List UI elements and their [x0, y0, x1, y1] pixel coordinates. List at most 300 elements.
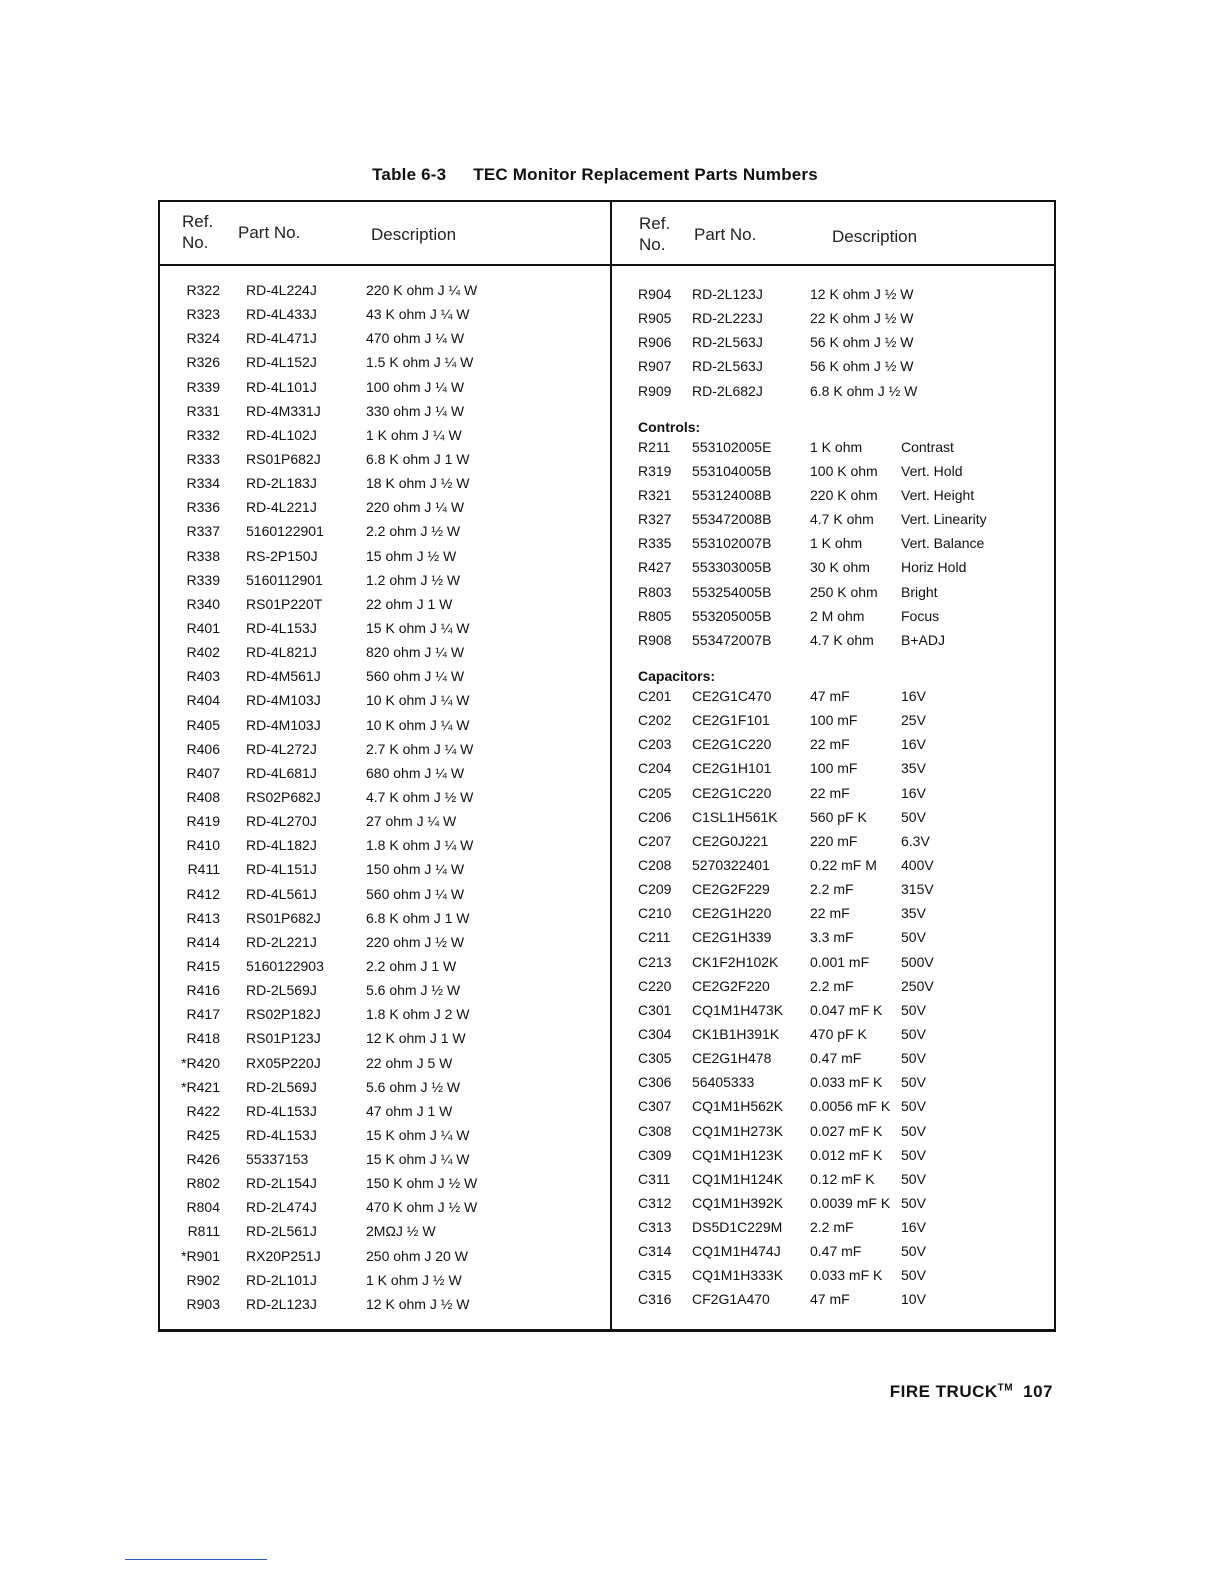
cell-ref: R323	[186, 306, 220, 323]
cell-ref: R902	[186, 1271, 220, 1288]
cell-ref: R804	[186, 1199, 220, 1216]
table-row	[172, 544, 602, 568]
table-row	[638, 1143, 1048, 1167]
cell-desc: 0.22 mF M	[810, 856, 877, 873]
table-row	[172, 857, 602, 881]
table-row	[638, 708, 1048, 732]
cell-part: RD-2L101J	[246, 1271, 317, 1288]
cell-part: RD-4L224J	[246, 282, 317, 298]
table-number: Table 6-3	[372, 165, 447, 184]
table-row	[172, 616, 602, 640]
cell-extra: 35V	[901, 760, 926, 777]
cell-part: 5160122903	[246, 957, 324, 974]
table-row	[638, 379, 1048, 403]
cell-desc: 150 K ohm J ½ W	[366, 1175, 478, 1192]
cell-part: C1SL1H561K	[692, 808, 778, 825]
cell-part: RD-4L272J	[246, 740, 317, 757]
cell-desc: 560 ohm J ¼ W	[366, 885, 465, 902]
cell-ref: R907	[638, 358, 672, 375]
cell-part: RD-2L221J	[246, 933, 317, 950]
cell-desc: 330 ohm J ¼ W	[366, 402, 465, 419]
cell-part: RD-4M103J	[246, 716, 321, 733]
table-row	[638, 974, 1048, 998]
table-row	[638, 306, 1048, 330]
cell-desc: 56 K ohm J ½ W	[810, 358, 914, 375]
header-divider	[160, 264, 1054, 266]
cell-desc: 1 K ohm J ½ W	[366, 1271, 462, 1288]
table-row	[638, 1094, 1048, 1118]
cell-ref: C208	[638, 856, 672, 873]
cell-part: 5160122901	[246, 523, 324, 540]
cell-ref: C308	[638, 1122, 672, 1139]
cell-part: RD-2L123J	[246, 1295, 317, 1312]
trademark-mark: TM	[997, 1382, 1014, 1394]
cell-ref: R427	[638, 559, 672, 576]
table-row	[172, 688, 602, 712]
cell-desc: 0.12 mF K	[810, 1170, 875, 1187]
table-row	[638, 1239, 1048, 1263]
cell-ref: R413	[186, 909, 220, 926]
column-divider	[610, 202, 612, 1329]
cell-part: RD-2L563J	[692, 358, 763, 375]
cell-extra: Horiz Hold	[901, 559, 967, 576]
table-row	[172, 809, 602, 833]
cell-extra: 50V	[901, 1194, 926, 1211]
cell-desc: 1.2 ohm J ½ W	[366, 571, 461, 588]
table-row	[172, 1123, 602, 1147]
cell-part: RD-2L123J	[692, 286, 763, 302]
cell-desc: 0.033 mF K	[810, 1074, 883, 1091]
cell-extra: 16V	[901, 687, 926, 704]
table-row	[638, 531, 1048, 555]
cell-part: RD-4M331J	[246, 402, 321, 419]
table-row	[638, 925, 1048, 949]
cell-extra: 35V	[901, 905, 926, 922]
cell-ref: C206	[638, 808, 672, 825]
cell-desc: 22 ohm J 1 W	[366, 595, 453, 612]
cell-desc: 220 mF	[810, 832, 858, 849]
cell-part: 553303005B	[692, 559, 772, 576]
cell-extra: Vert. Balance	[901, 535, 985, 552]
cell-part: CE2G0J221	[692, 832, 769, 849]
cell-ref: R403	[186, 668, 220, 685]
right-header-description: Description	[832, 227, 918, 246]
cell-extra: 50V	[901, 1001, 926, 1018]
cell-desc: 560 ohm J ¼ W	[366, 668, 465, 685]
cell-desc: 820 ohm J ¼ W	[366, 644, 465, 661]
cell-desc: 43 K ohm J ¼ W	[366, 306, 470, 323]
cell-part: RD-2L569J	[246, 982, 317, 999]
cell-desc: 2.2 ohm J ½ W	[366, 523, 461, 540]
cell-part: RD-4M103J	[246, 692, 321, 709]
cell-part: RD-4L681J	[246, 764, 317, 781]
footnote-rule	[125, 1559, 267, 1560]
cell-desc: 22 mF	[810, 905, 850, 922]
cell-desc: 15 K ohm J ¼ W	[366, 1126, 470, 1143]
cell-desc: 2.2 mF	[810, 881, 854, 898]
table-row	[172, 1171, 602, 1195]
cell-ref: R319	[638, 462, 672, 479]
table-row	[638, 1167, 1048, 1191]
cell-part: 553102005E	[692, 438, 772, 455]
cell-extra: 6.3V	[901, 832, 930, 849]
cell-part: 56405333	[692, 1074, 755, 1091]
table-row	[638, 1070, 1048, 1094]
table-row	[172, 1051, 602, 1075]
cell-desc: 15 K ohm J ¼ W	[366, 1151, 470, 1168]
cell-ref: R321	[638, 486, 672, 503]
cell-part: CQ1M1H474J	[692, 1243, 781, 1260]
cell-part: RD-4L433J	[246, 306, 317, 323]
cell-desc: 250 K ohm	[810, 583, 878, 600]
right-column	[638, 282, 1048, 1312]
cell-ref: R904	[638, 286, 672, 302]
cell-extra: Vert. Hold	[901, 462, 963, 479]
cell-desc: 12 K ohm J ½ W	[810, 286, 914, 302]
left-header-description: Description	[371, 225, 457, 244]
cell-part: RD-4L151J	[246, 861, 317, 878]
cell-desc: 47 mF	[810, 1291, 850, 1308]
cell-part: RD-4L153J	[246, 619, 317, 636]
cell-ref: R425	[186, 1126, 220, 1143]
left-header-ref	[182, 211, 213, 253]
cell-part: CQ1M1H562K	[692, 1098, 784, 1115]
cell-desc: 12 K ohm J 1 W	[366, 1030, 466, 1047]
cell-part: RS-2P150J	[246, 547, 318, 564]
cell-ref: R908	[638, 631, 672, 648]
parts-table	[158, 200, 1056, 1332]
table-row	[638, 901, 1048, 925]
cell-ref: R805	[638, 607, 672, 624]
cell-ref: C211	[638, 929, 671, 946]
table-row	[172, 640, 602, 664]
left-header-part: Part No.	[238, 223, 301, 242]
cell-part: 553254005B	[692, 583, 772, 600]
cell-extra: Vert. Linearity	[901, 511, 987, 528]
cell-ref: R909	[638, 382, 672, 399]
cell-part: RS01P220T	[246, 595, 323, 612]
cell-ref: C301	[638, 1001, 672, 1018]
cell-ref: C307	[638, 1098, 672, 1115]
cell-ref: R406	[186, 740, 220, 757]
cell-ref: R336	[186, 499, 220, 516]
cell-desc: 560 pF K	[810, 808, 867, 825]
cell-desc: 0.012 mF K	[810, 1146, 883, 1163]
controls-heading: Controls:	[638, 418, 701, 435]
table-row	[638, 998, 1048, 1022]
cell-part: RD-2L223J	[692, 310, 763, 327]
cell-desc: 15 ohm J ½ W	[366, 547, 457, 564]
cell-part: CE2G2F229	[692, 881, 770, 898]
cell-ref: R426	[186, 1151, 220, 1168]
cell-ref: C207	[638, 832, 672, 849]
cell-part: RS01P682J	[246, 909, 321, 926]
table-row	[172, 906, 602, 930]
cell-ref: C305	[638, 1050, 672, 1067]
cell-desc: 2.2 mF	[810, 1219, 854, 1236]
cell-ref: R414	[186, 933, 220, 950]
cell-ref: C205	[638, 784, 672, 801]
table-row	[638, 507, 1048, 531]
left-header-ref-line1: Ref.	[182, 212, 214, 231]
cell-desc: 470 K ohm J ½ W	[366, 1199, 478, 1216]
cell-desc: 47 mF	[810, 687, 850, 704]
cell-ref: R338	[186, 547, 220, 564]
table-row	[638, 555, 1048, 579]
cell-ref: R417	[186, 1006, 220, 1023]
cell-desc: 27 ohm J ¼ W	[366, 813, 457, 830]
table-row	[172, 326, 602, 350]
cell-ref: C309	[638, 1146, 672, 1163]
cell-extra: 50V	[901, 1267, 926, 1284]
cell-desc: 5.6 ohm J ½ W	[366, 982, 461, 999]
cell-part: CQ1M1H273K	[692, 1122, 784, 1139]
table-row	[638, 1022, 1048, 1046]
cell-part: RD-4L221J	[246, 499, 317, 516]
cell-part: RD-2L183J	[246, 475, 317, 492]
right-header-ref-line1: Ref.	[639, 214, 671, 233]
cell-ref: R408	[186, 788, 220, 805]
cell-ref: R327	[638, 511, 672, 528]
cell-desc: 2.7 K ohm J ¼ W	[366, 740, 474, 757]
cell-extra: 400V	[901, 856, 934, 873]
cell-desc: 56 K ohm J ½ W	[810, 334, 914, 351]
table-row	[172, 302, 602, 326]
table-row	[172, 399, 602, 423]
cell-part: 553472008B	[692, 511, 772, 528]
cell-desc: 220 ohm J ½ W	[366, 933, 465, 950]
table-row	[172, 954, 602, 978]
cell-part: RD-4L561J	[246, 885, 317, 902]
table-row	[172, 471, 602, 495]
table-row	[172, 785, 602, 809]
cell-extra: 50V	[901, 1146, 926, 1163]
cell-part: RD-4L153J	[246, 1102, 317, 1119]
table-row	[638, 354, 1048, 378]
table-row	[172, 1147, 602, 1171]
cell-extra: 10V	[901, 1291, 926, 1308]
cell-desc: 22 mF	[810, 736, 850, 753]
cell-desc: 0.47 mF	[810, 1050, 862, 1067]
cell-ref: C210	[638, 905, 672, 922]
cell-extra: 16V	[901, 784, 926, 801]
cell-extra: Focus	[901, 607, 940, 624]
cell-part: CE2G1C220	[692, 784, 772, 801]
cell-part: RX05P220J	[246, 1054, 321, 1071]
table-row	[172, 1268, 602, 1292]
cell-desc: 15 K ohm J ¼ W	[366, 619, 470, 636]
cell-extra: 315V	[901, 881, 934, 898]
cell-desc: 1.8 K ohm J ¼ W	[366, 837, 474, 854]
cell-part: 553104005B	[692, 462, 772, 479]
cell-part: CF2G1A470	[692, 1291, 770, 1308]
cell-part: RD-2L569J	[246, 1078, 317, 1095]
table-row	[638, 580, 1048, 604]
right-header-part: Part No.	[694, 225, 757, 244]
table-row	[172, 1244, 602, 1268]
page-footer	[890, 1382, 1053, 1402]
cell-part: 553472007B	[692, 631, 772, 648]
cell-desc: 4.7 K ohm	[810, 511, 874, 528]
cell-ref: R802	[186, 1175, 220, 1192]
table-row	[172, 519, 602, 543]
table-row	[638, 459, 1048, 483]
cell-extra: 50V	[901, 1074, 926, 1091]
table-row	[172, 495, 602, 519]
cell-desc: 100 mF	[810, 712, 858, 729]
cell-desc: 100 K ohm	[810, 462, 878, 479]
cell-desc: 0.047 mF K	[810, 1001, 883, 1018]
cell-extra: 50V	[901, 1122, 926, 1139]
cell-ref: R401	[186, 619, 220, 636]
cell-ref: R416	[186, 982, 220, 999]
table-row	[638, 829, 1048, 853]
cell-desc: 470 pF K	[810, 1025, 867, 1042]
table-row	[638, 1263, 1048, 1287]
cell-ref: R339	[186, 378, 220, 395]
cell-part: RD-4L102J	[246, 426, 317, 443]
cell-desc: 2.2 mF	[810, 977, 854, 994]
table-row	[172, 278, 602, 302]
cell-ref: C306	[638, 1074, 672, 1091]
cell-ref: C304	[638, 1025, 672, 1042]
cell-ref: R211	[638, 438, 671, 455]
table-title-text: TEC Monitor Replacement Parts Numbers	[473, 165, 818, 184]
cell-desc: 1 K ohm	[810, 438, 863, 455]
right-header-ref	[639, 213, 670, 255]
cell-ref: C315	[638, 1267, 672, 1284]
cell-extra: 25V	[901, 712, 926, 729]
table-row	[172, 1195, 602, 1219]
cell-desc: 1 K ohm J ¼ W	[366, 426, 462, 443]
cell-extra: Vert. Height	[901, 486, 975, 503]
cell-ref: R337	[186, 523, 220, 540]
cell-ref: R324	[186, 330, 220, 347]
cell-desc: 1.5 K ohm J ¼ W	[366, 354, 474, 371]
cell-part: RS02P682J	[246, 788, 321, 805]
cell-part: RD-4L152J	[246, 354, 317, 371]
cell-desc: 10 K ohm J ¼ W	[366, 716, 470, 733]
cell-ref: R333	[186, 450, 220, 467]
cell-ref: *R901	[181, 1247, 220, 1264]
cell-desc: 2 M ohm	[810, 607, 865, 624]
table-row	[172, 664, 602, 688]
table-row	[172, 568, 602, 592]
table-row	[172, 930, 602, 954]
cell-part: CE2G1H478	[692, 1050, 772, 1067]
table-row	[638, 756, 1048, 780]
cell-ref: C312	[638, 1194, 672, 1211]
cell-desc: 6.8 K ohm J 1 W	[366, 450, 470, 467]
cell-part: RD-4M561J	[246, 668, 321, 685]
cell-desc: 220 K ohm J ¼ W	[366, 282, 478, 298]
cell-part: RD-4L270J	[246, 813, 317, 830]
table-row	[172, 882, 602, 906]
cell-part: 553124008B	[692, 486, 772, 503]
table-row	[638, 1191, 1048, 1215]
cell-desc: 220 ohm J ¼ W	[366, 499, 465, 516]
cell-desc: 100 ohm J ¼ W	[366, 378, 465, 395]
cell-ref: C313	[638, 1219, 672, 1236]
cell-ref: C202	[638, 712, 672, 729]
table-row	[172, 833, 602, 857]
cell-desc: 680 ohm J ¼ W	[366, 764, 465, 781]
table-row	[638, 781, 1048, 805]
cell-part: CK1B1H391K	[692, 1025, 780, 1042]
table-row	[172, 1099, 602, 1123]
cell-ref: R412	[186, 885, 220, 902]
left-column	[172, 278, 602, 1316]
cell-ref: C220	[638, 977, 672, 994]
cell-part: CQ1M1H333K	[692, 1267, 784, 1284]
cell-ref: R410	[186, 837, 220, 854]
cell-extra: Bright	[901, 583, 938, 600]
cell-ref: R404	[186, 692, 220, 709]
cell-part: RD-4L101J	[246, 378, 317, 395]
cell-ref: R811	[187, 1223, 220, 1240]
cell-extra: 16V	[901, 736, 926, 753]
table-row	[638, 732, 1048, 756]
cell-ref: R903	[186, 1295, 220, 1312]
cell-part: CE2G1F101	[692, 712, 770, 729]
cell-part: RD-2L682J	[692, 382, 763, 399]
table-row	[172, 423, 602, 447]
table-row	[638, 604, 1048, 628]
cell-ref: R415	[186, 957, 220, 974]
cell-part: RD-4L182J	[246, 837, 317, 854]
cell-extra: 250V	[901, 977, 934, 994]
cell-part: CQ1M1H123K	[692, 1146, 784, 1163]
table-row	[638, 1119, 1048, 1143]
cell-desc: 4.7 K ohm	[810, 631, 874, 648]
right-resistor-rows	[638, 282, 1048, 403]
cell-ref: R418	[186, 1030, 220, 1047]
cell-extra: 50V	[901, 929, 926, 946]
cell-desc: 30 K ohm	[810, 559, 870, 576]
cell-ref: C314	[638, 1243, 672, 1260]
cell-part: CQ1M1H473K	[692, 1001, 784, 1018]
cell-extra: 50V	[901, 1025, 926, 1042]
cell-part: RD-2L154J	[246, 1175, 317, 1192]
table-row	[638, 435, 1048, 459]
cell-extra: B+ADJ	[901, 631, 945, 648]
cell-extra: 50V	[901, 1170, 926, 1187]
table-row	[172, 978, 602, 1002]
cell-part: 5270322401	[692, 856, 770, 873]
cell-extra: 500V	[901, 953, 934, 970]
table-row	[172, 1026, 602, 1050]
cell-ref: R405	[186, 716, 220, 733]
cell-ref: R331	[186, 402, 220, 419]
cell-ref: R422	[186, 1102, 220, 1119]
cell-part: RS01P682J	[246, 450, 321, 467]
cell-ref: R419	[186, 813, 220, 830]
table-row	[172, 375, 602, 399]
cell-ref: R322	[186, 282, 220, 298]
cell-desc: 0.0056 mF K	[810, 1098, 891, 1115]
cell-ref: C201	[638, 687, 672, 704]
cell-ref: C316	[638, 1291, 672, 1308]
cell-ref: C213	[638, 953, 672, 970]
cell-ref: R332	[186, 426, 220, 443]
cell-part: RS01P123J	[246, 1030, 321, 1047]
cell-desc: 6.8 K ohm J 1 W	[366, 909, 470, 926]
capacitors-heading: Capacitors:	[638, 667, 716, 684]
capacitors-rows	[638, 684, 1048, 1312]
cell-desc: 47 ohm J 1 W	[366, 1102, 453, 1119]
cell-part: 5160112901	[246, 571, 323, 588]
cell-extra: Contrast	[901, 438, 954, 455]
